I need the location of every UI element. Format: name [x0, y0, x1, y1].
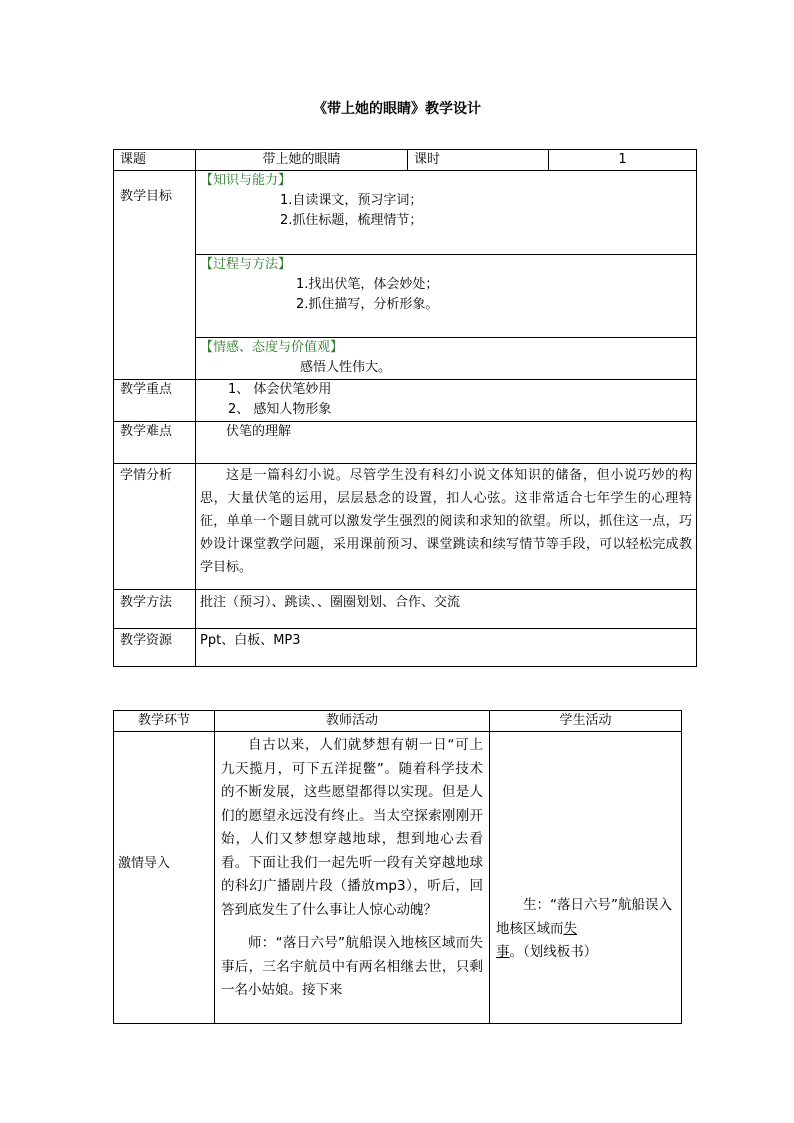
lesson-info-table [113, 149, 697, 667]
knowledge-item: 1.自读课文，预习字词； [280, 193, 423, 208]
header-student: 学生活动 [490, 711, 682, 732]
student-text [496, 894, 675, 965]
analysis-cell [196, 464, 697, 590]
process-item: 1.找出伏笔，体会妙处； [296, 277, 439, 292]
teacher-paragraph: 自古以来，人们就梦想有朝一日“可上九天揽月，可下五洋捉鳖”。随着科学技术的不断发展，这些愿望都得以实现。但是人们的愿望永远没有终止。当太空探索刚刚开始，人们又梦想穿越地球，想到地心去看看。下面让我们一起先听一段有关穿越地球的科幻广播剧片段（播放mp3），听后，回答到底发生了什么事让人惊心动魄？ [221, 737, 483, 918]
key-point-item: 1、 体会伏笔妙用 [228, 382, 332, 397]
difficulty-label: 教学难点 [114, 422, 196, 464]
teacher-activity [215, 732, 490, 1024]
methods-text: 批注（预习）、跳读、、圈圈划划、合作、交流 [200, 595, 461, 610]
hours-value: 1 [549, 150, 697, 171]
student-text-prefix: 生：“落日六号”航船误入地核区域而 [496, 897, 672, 937]
goals-label-text: 教学目标 [120, 189, 173, 204]
goals-knowledge [196, 171, 697, 255]
difficulty-text: 伏笔的理解 [226, 424, 292, 439]
teacher-paragraph: 师：“落日六号”航船误入地核区域而失事后，三名宇航员中有两名相继去世，只剩一名小姑娘。接下来 [221, 935, 483, 998]
document-title: 《带上她的眼睛》教学设计 [313, 101, 481, 117]
header-stage: 教学环节 [114, 711, 215, 732]
topic-label: 课题 [114, 150, 196, 171]
header-teacher: 教师活动 [215, 711, 490, 732]
knowledge-item: 2.抓住标题，梳理情节； [280, 213, 423, 228]
emotion-heading: 【情感、态度与价值观】 [200, 340, 344, 355]
analysis-label: 学情分析 [114, 464, 196, 590]
methods-cell [196, 590, 697, 629]
stage-cell [114, 732, 215, 1024]
process-heading: 【过程与方法】 [200, 257, 292, 272]
student-text-underline: 失事 [496, 920, 577, 960]
hours-label: 课时 [408, 150, 549, 171]
key-point-item: 2、 感知人物形象 [228, 402, 332, 417]
stage-text: 激情导入 [118, 856, 171, 871]
student-text-suffix: 。（划线板书） [509, 944, 598, 960]
key-points [196, 380, 697, 422]
emotion-item: 感悟人性伟大。 [300, 360, 392, 375]
knowledge-heading: 【知识与能力】 [200, 173, 292, 188]
process-table [113, 710, 682, 1024]
goals-process [196, 255, 697, 338]
methods-label: 教学方法 [114, 590, 196, 629]
resources-text: Ppt、白板、MP3 [200, 633, 301, 648]
resources-cell [196, 629, 697, 667]
analysis-text: 这是一篇科幻小说。尽管学生没有科幻小说文体知识的储备，但小说巧妙的构思，大量伏笔的运用，层层悬念的设置，扣人心弦。这非常适合七年学生的心理特征，单单一个题目就可以激发学生强烈的阅读和求知的欲望。所以，抓住这一点，巧妙设计课堂教学问题，采用课前预习、课堂跳读和续写情节等手段，可以轻松完成教学目标。 [200, 468, 692, 575]
goals-label [114, 171, 196, 380]
student-activity [490, 732, 682, 1024]
resources-label: 教学资源 [114, 629, 196, 667]
topic-value: 带上她的眼睛 [196, 150, 408, 171]
goals-emotion [196, 338, 697, 380]
process-item: 2.抓住描写，分析形象。 [296, 297, 439, 312]
difficulty-cell [196, 422, 697, 464]
key-points-label: 教学重点 [114, 380, 196, 422]
